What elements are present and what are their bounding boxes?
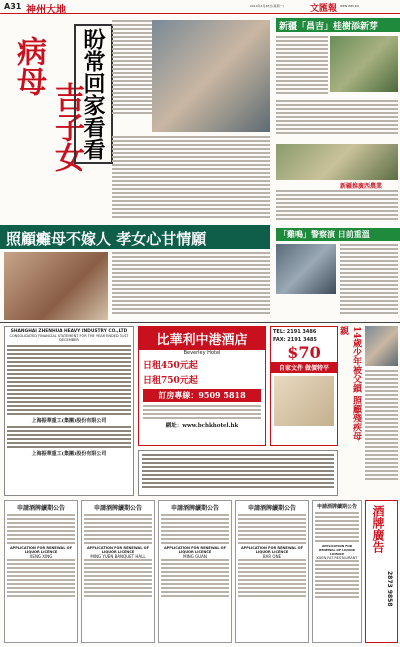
right-story-3-photo: [276, 244, 336, 294]
right-headline-2: 新疆推廣西農業: [340, 183, 383, 190]
notice-2-body-en: [84, 559, 152, 597]
notice-4-title: 申請酒牌續期公告: [247, 505, 296, 512]
hotel-ad-web: 網址：www.bchkhotel.hk: [165, 423, 239, 429]
lead-intro-text: [112, 20, 152, 120]
notice-1-name: XENG XING: [29, 554, 53, 559]
paper-name: 文匯報: [310, 4, 338, 14]
hotel-ad-details: [139, 405, 265, 419]
shanghai-ad: [4, 326, 134, 496]
hotel-ad-sub: Beverley Hotel: [183, 350, 221, 356]
notice-4-en: APPLICATION FOR RENEWAL OF LIQUOR LICENCE: [240, 546, 304, 554]
lead-title-box: 盼常回家看看: [74, 24, 113, 164]
wine-ad-title: 酒牌廣告: [371, 505, 385, 553]
mid-small-ad-text: [139, 451, 337, 493]
hotel-ad: [138, 326, 266, 446]
printing-ad-tel: TEL: 2191 3486: [273, 329, 317, 335]
notice-4-body-en: [238, 559, 306, 597]
right-story-1-photo: [330, 36, 398, 92]
notice-3-en: APPLICATION FOR RENEWAL OF LIQUOR LICENCE: [163, 546, 227, 554]
printing-ad-fax: FAX: 2191 3485: [273, 337, 317, 343]
notice-1-title: 申請酒牌續期公告: [16, 505, 65, 512]
printing-ad-banner: 自家文件 做價特平: [271, 362, 337, 373]
vertical-news-text: [365, 370, 398, 490]
lead-body-text: [112, 136, 270, 226]
notice-1-en: APPLICATION FOR RENEWAL OF LIQUOR LICENCE: [9, 546, 73, 554]
notice-5-name: KUEN FAT RESTAURANT: [316, 556, 358, 560]
notice-5-title: 申請酒牌續期公告: [316, 504, 357, 510]
notice-2-title: 申請酒牌續期公告: [93, 505, 142, 512]
right-story-1-more: [276, 100, 398, 140]
hotel-ad-price-2: 日租750元起: [143, 376, 198, 386]
notice-3-body-cn: [161, 514, 229, 544]
paper-web: WEN WEI PO: [340, 4, 359, 8]
shanghai-ad-body: [7, 426, 131, 448]
notice-3-title: 申請酒牌續期公告: [170, 505, 219, 512]
printing-ad: [270, 326, 338, 446]
notice-2: [81, 500, 155, 643]
shanghai-ad-sub: CONSOLIDATED FINANCIAL STATEMENT FOR THE YEAR ENDED 31ST DECEMBER: [9, 334, 129, 342]
notice-4-body-cn: [238, 514, 306, 544]
hotel-ad-price-1: 日租450元起: [143, 361, 198, 371]
notice-3-name: MING GUAN: [183, 554, 207, 559]
notice-4: [235, 500, 309, 643]
right-headline-3: 「雞鳴」警察演 日前重溫: [276, 228, 400, 241]
notice-2-name: MING YUEN BANQUET HALL: [90, 554, 146, 559]
vertical-news-photo: [365, 326, 398, 366]
notice-5-body-en: [315, 560, 359, 598]
notice-5-body-cn: [315, 512, 359, 542]
lead-title-red: 病母: [11, 36, 46, 96]
lead-photo: [152, 20, 270, 132]
caption-strip: 照顧癱母不嫁人 孝女心甘情願: [0, 225, 270, 249]
notice-3: [158, 500, 232, 643]
shanghai-ad-company: 上海振華重工(集團)股份有限公司: [31, 418, 107, 424]
notice-2-en: APPLICATION FOR RENEWAL OF LIQUOR LICENCE: [86, 546, 150, 554]
hotel-ad-hotline: 訂房專線：9509 5818: [143, 389, 261, 402]
printing-ad-image: [274, 376, 334, 426]
wine-ad-contact: 2873 9858: [386, 571, 393, 607]
right-story-3-text: [340, 244, 398, 320]
notice-5: [312, 500, 362, 643]
shanghai-ad-table: [7, 345, 131, 415]
mid-small-ad: [138, 450, 338, 496]
section-divider: [0, 322, 400, 323]
right-story-1-text: [276, 36, 328, 100]
right-headline-1: 新疆「昌吉」桂樹添新芽: [276, 18, 400, 32]
right-story-2-text: [276, 190, 398, 226]
masthead: [0, 0, 400, 14]
notice-4-name: BAR ONE: [262, 554, 282, 559]
wine-ad: [365, 500, 398, 643]
shanghai-ad-title: SHANGHAI ZHENHUA HEAVY INDUSTRY CO.,LTD: [10, 329, 128, 334]
vertical-news-title: 14歲少年被父鎖 照顧殘疾母親: [338, 326, 361, 441]
notice-5-en: APPLICATION FOR RENEWAL OF LIQUOR LICENCE: [319, 544, 355, 556]
printing-ad-price: $70: [287, 343, 321, 362]
hotel-ad-title: 比華利中港酒店: [139, 327, 265, 350]
notice-2-body-cn: [84, 514, 152, 544]
lower-left-text: [112, 252, 270, 318]
notice-3-body-en: [161, 559, 229, 597]
lead-title-big: 吉子女: [49, 82, 84, 172]
page-number: A31: [4, 2, 22, 11]
notice-1-body-cn: [7, 514, 75, 544]
right-story-2-photo: [276, 144, 398, 180]
date-line: 2014年4月28日(星期一): [250, 4, 284, 8]
lower-left-photo: [4, 252, 108, 320]
notice-1: [4, 500, 78, 643]
section-title: 神州大地: [26, 5, 66, 16]
lead-title: [4, 22, 104, 222]
notice-1-body-en: [7, 559, 75, 597]
shanghai-ad-company-2: 上海振華重工(集團)股份有限公司: [31, 451, 107, 457]
